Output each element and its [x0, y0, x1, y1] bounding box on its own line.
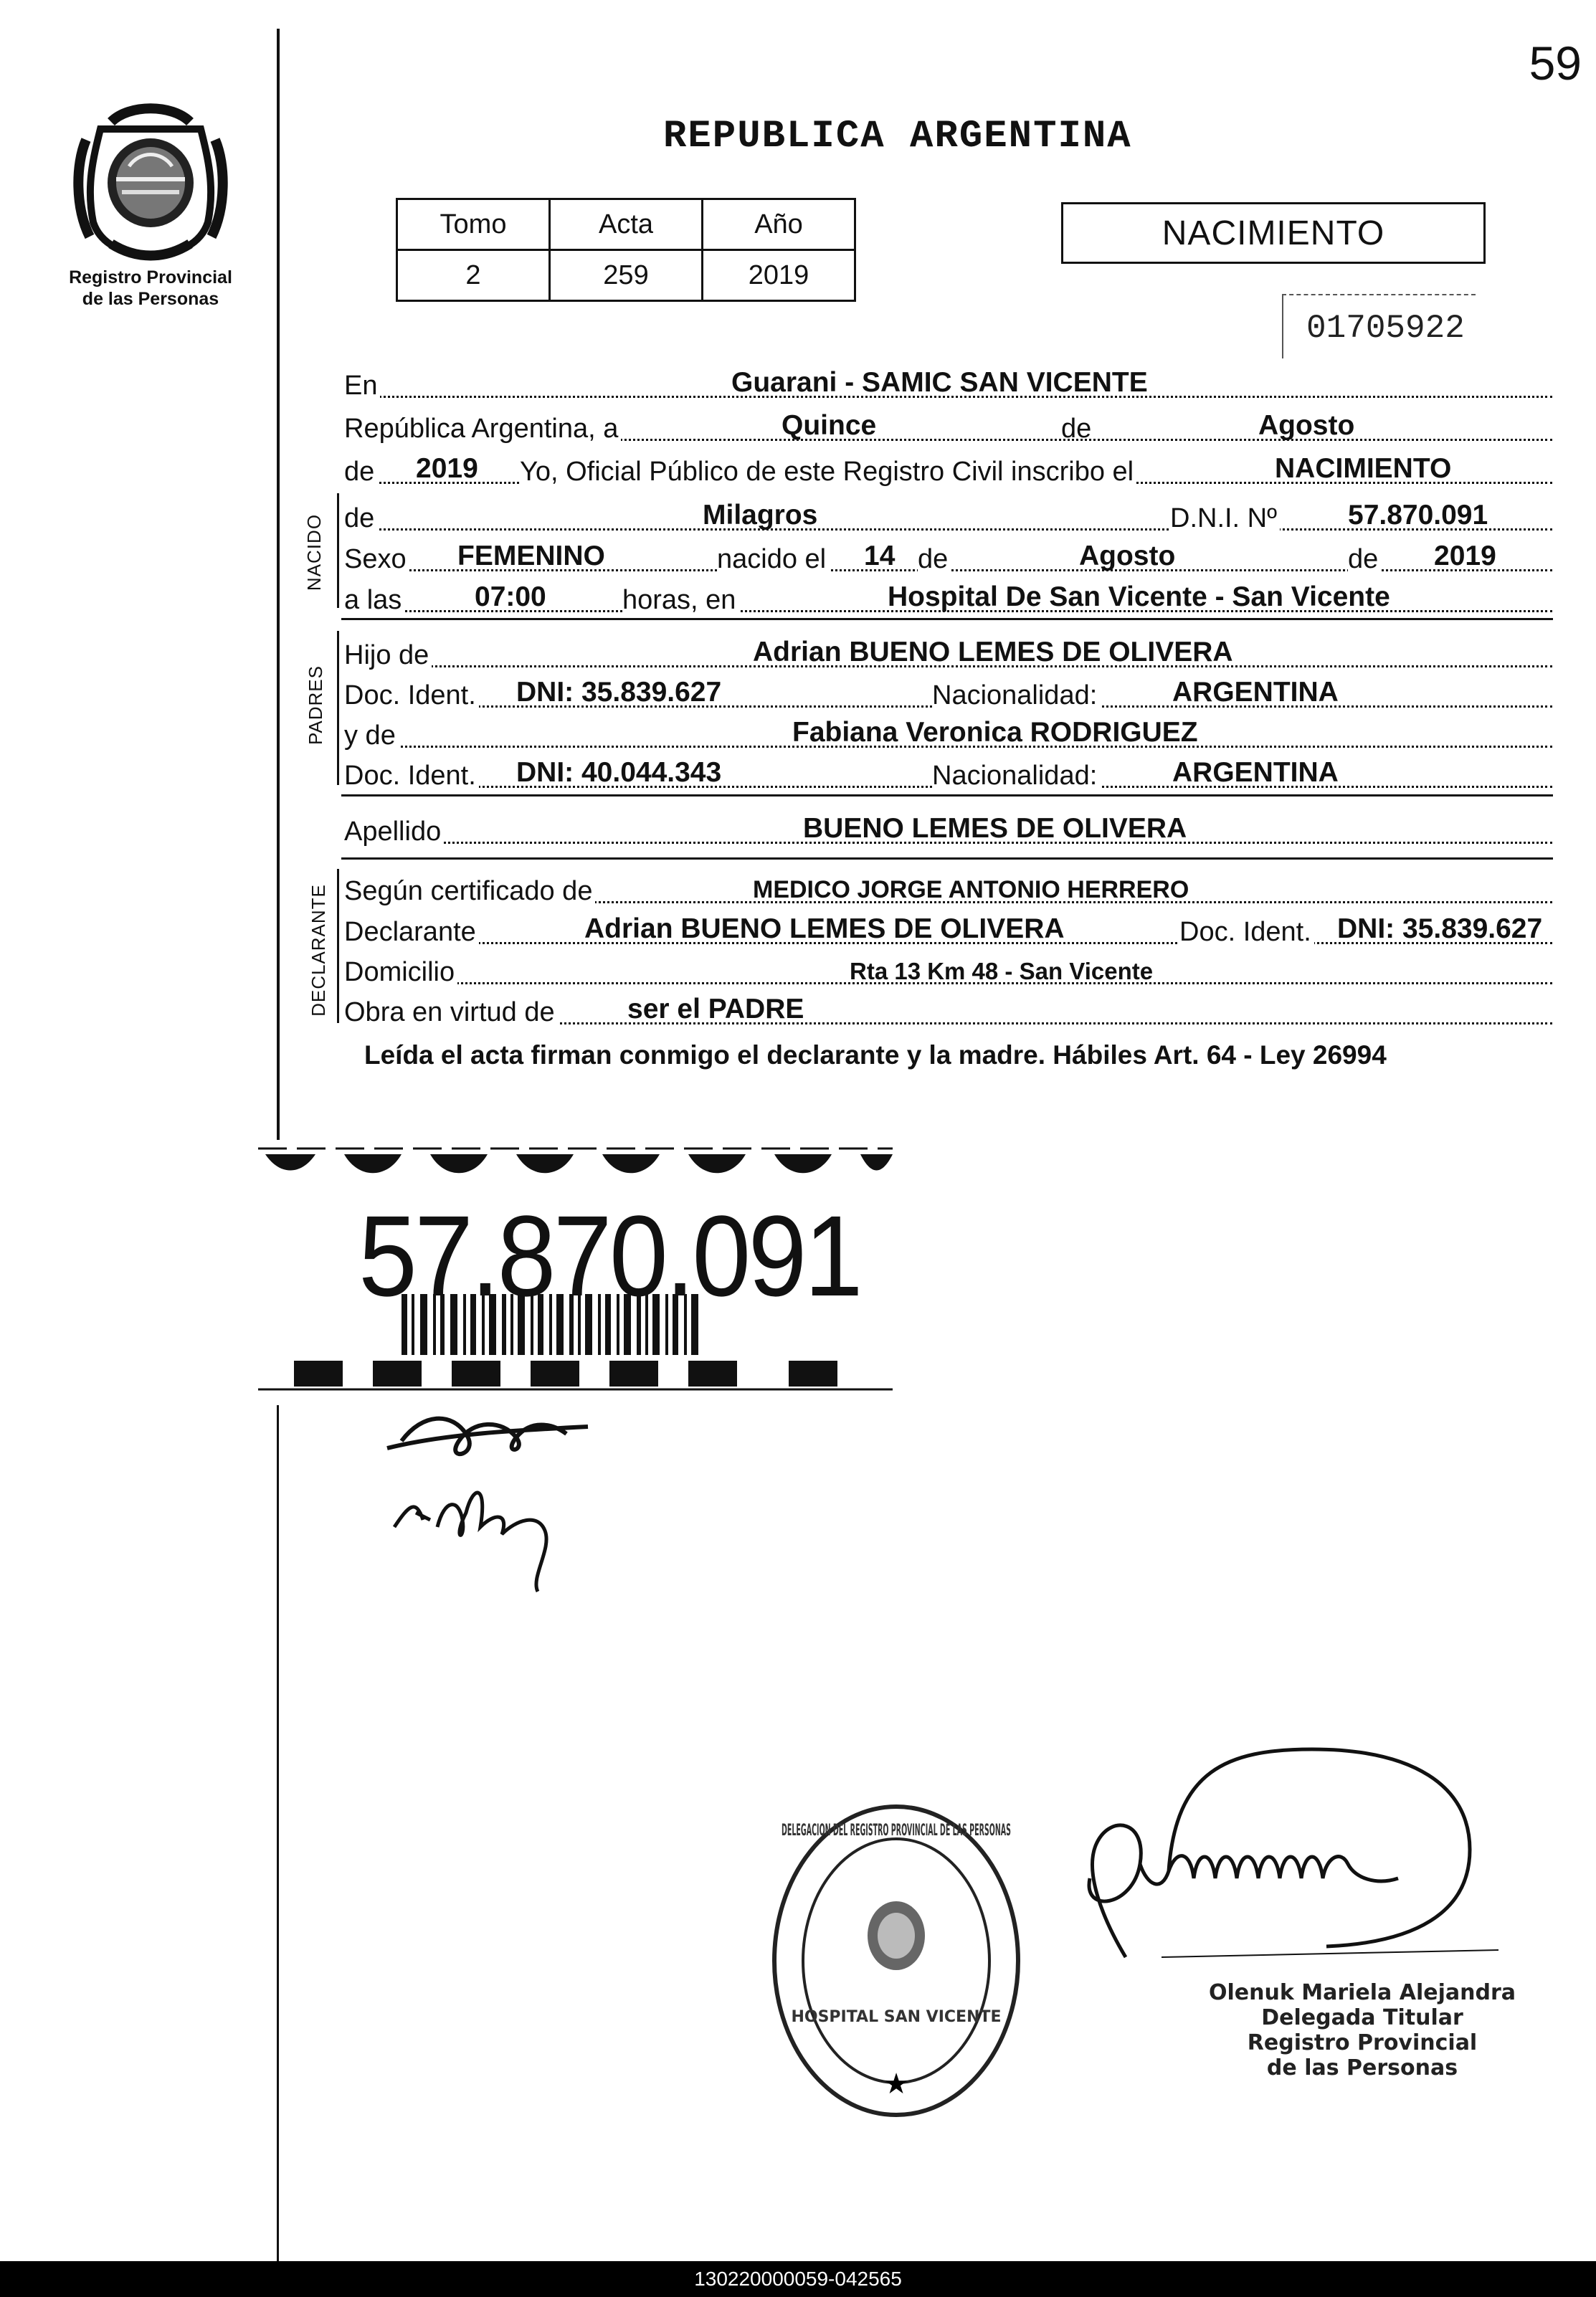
section-bar-nacido: [337, 493, 339, 608]
value-declarante: Adrian BUENO LEMES DE OLIVERA: [584, 913, 1065, 944]
label-doc-ident: Doc. Ident.: [1179, 917, 1314, 948]
value-declarante-doc: DNI: 35.839.627: [1337, 913, 1543, 944]
row-sexo: [344, 532, 1552, 574]
section-divider: [341, 794, 1553, 796]
official-stamp: [760, 1792, 1032, 2129]
row-certificado: [344, 864, 1552, 906]
document-code-bar: [0, 2261, 1596, 2297]
row-lugar: [344, 358, 1552, 401]
section-divider: [341, 618, 1553, 620]
value-lugar: Guarani - SAMIC SAN VICENTE: [731, 367, 1148, 398]
value-certificado: MEDICO JORGE ANTONIO HERRERO: [753, 876, 1189, 903]
value-domicilio: Rta 13 Km 48 - San Vicente: [850, 958, 1154, 984]
value-mes: Agosto: [1258, 410, 1355, 441]
serial-number: 01705922: [1282, 294, 1476, 358]
document-title: REPUBLICA ARGENTINA: [663, 115, 1132, 158]
value-obra: ser el PADRE: [627, 994, 804, 1024]
row-nombre: [344, 491, 1552, 531]
registry-header-cell: Tomo: [397, 199, 550, 250]
signatory-block: [1176, 1980, 1549, 2080]
label-domicilio: Domicilio: [344, 957, 457, 988]
label-doc-ident: Doc. Ident.: [344, 761, 479, 791]
signatory-org: Registro Provincial: [1247, 2030, 1478, 2055]
signatory-name: Olenuk Mariela Alejandra: [1209, 1980, 1516, 2005]
row-hora: [344, 573, 1552, 615]
value-padre: Adrian BUENO LEMES DE OLIVERA: [753, 637, 1233, 667]
label-sexo: Sexo: [344, 544, 409, 575]
stamp-ring-text: DELEGACION DEL REGISTRO PROVINCIAL DE LAS PERSONAS: [782, 1822, 1011, 1840]
section-divider: [341, 857, 1553, 860]
row-madre: [344, 708, 1552, 751]
registry-header-row: [397, 199, 855, 250]
side-label-nacido: NACIDO: [303, 513, 326, 591]
registry-value-row: [397, 250, 855, 301]
label-de: de: [344, 503, 377, 534]
value-dni: 57.870.091: [1348, 500, 1488, 531]
value-dia: Quince: [782, 410, 877, 441]
row-madre-doc: [344, 748, 1552, 791]
sticker-dni-number: 57.870.091: [358, 1192, 860, 1320]
value-sexo: FEMENINO: [457, 541, 605, 571]
value-madre: Fabiana Veronica RODRIGUEZ: [792, 717, 1198, 748]
label-apellido: Apellido: [344, 817, 444, 847]
label-republica: República Argentina, a: [344, 414, 621, 444]
label-doc-ident: Doc. Ident.: [344, 680, 479, 711]
row-apellido: [344, 804, 1552, 847]
label-en: En: [344, 371, 380, 401]
label-de: de: [1348, 544, 1381, 575]
official-signature: [1040, 1742, 1520, 2000]
label-a-las: a las: [344, 585, 404, 616]
closing-statement: Leída el acta firman conmigo el declarante y la madre. Hábiles Art. 64 - Ley 26994: [364, 1040, 1387, 1070]
value-apellido: BUENO LEMES DE OLIVERA: [803, 813, 1187, 844]
value-madre-nac: ARGENTINA: [1172, 757, 1339, 788]
page-number: 59: [1529, 37, 1582, 90]
value-tipo: NACIMIENTO: [1275, 453, 1452, 484]
value-madre-doc: DNI: 40.044.343: [516, 757, 722, 788]
section-bar-declarante: [337, 869, 339, 1023]
label-de: de: [918, 544, 951, 575]
label-de: de: [344, 457, 377, 488]
value-nac-dia: 14: [864, 541, 896, 571]
value-nombre: Milagros: [703, 500, 818, 531]
row-fecha: [344, 401, 1552, 444]
row-inscripcion: [344, 444, 1552, 487]
side-label-padres: PADRES: [305, 665, 326, 745]
record-type-box: NACIMIENTO: [1061, 202, 1486, 264]
label-nacionalidad: Nacionalidad:: [932, 761, 1100, 791]
registry-value-cell: 259: [550, 250, 703, 301]
margin-line: [277, 1405, 279, 2265]
signatory-org-2: de las Personas: [1266, 2055, 1458, 2080]
label-nacido-el: nacido el: [717, 544, 829, 575]
row-padre: [344, 628, 1552, 670]
registry-value-cell: 2019: [703, 250, 855, 301]
label-obra: Obra en virtud de: [344, 997, 558, 1028]
value-padre-doc: DNI: 35.839.627: [516, 677, 722, 708]
registry-header-cell: Acta: [550, 199, 703, 250]
logo-caption: Registro Provincial de las Personas: [69, 267, 232, 309]
row-obra: [344, 985, 1552, 1027]
value-nac-anio: 2019: [1434, 541, 1496, 571]
value-nac-mes: Agosto: [1079, 541, 1176, 571]
row-declarante: [344, 905, 1552, 947]
label-de: de: [1061, 414, 1092, 444]
value-padre-nac: ARGENTINA: [1172, 677, 1339, 708]
label-y-de: y de: [344, 721, 399, 751]
stamp-inner-text: HOSPITAL SAN VICENTE: [791, 2008, 1002, 2026]
margin-line: [277, 29, 280, 1147]
row-domicilio: [344, 945, 1552, 987]
registry-table: [396, 198, 856, 302]
registry-value-cell: 2: [397, 250, 550, 301]
value-anio: 2019: [416, 453, 478, 484]
value-lugar-nac: Hospital De San Vicente - San Vicente: [888, 581, 1390, 612]
label-declarante: Declarante: [344, 917, 479, 948]
declarante-signature: [373, 1405, 645, 1592]
label-nacionalidad: Nacionalidad:: [932, 680, 1100, 711]
row-padre-doc: [344, 668, 1552, 708]
label-hijo-de: Hijo de: [344, 640, 432, 671]
misiones-coat-of-arms-logo: [72, 100, 229, 265]
label-dni: D.N.I. Nº: [1170, 503, 1280, 534]
registry-header-cell: Año: [703, 199, 855, 250]
section-bar-padres: [337, 631, 339, 785]
label-segun: Según certificado de: [344, 876, 595, 907]
label-horas-en: horas, en: [622, 585, 738, 616]
value-hora: 07:00: [475, 581, 546, 612]
document-code: 130220000059-042565: [694, 2268, 902, 2290]
svg-text:★: ★: [883, 2068, 909, 2101]
label-yo: Yo, Oficial Público de este Registro Civil inscribo el: [520, 457, 1136, 488]
signatory-role: Delegada Titular: [1261, 2005, 1463, 2030]
side-label-declarante: DECLARANTE: [307, 884, 329, 1017]
